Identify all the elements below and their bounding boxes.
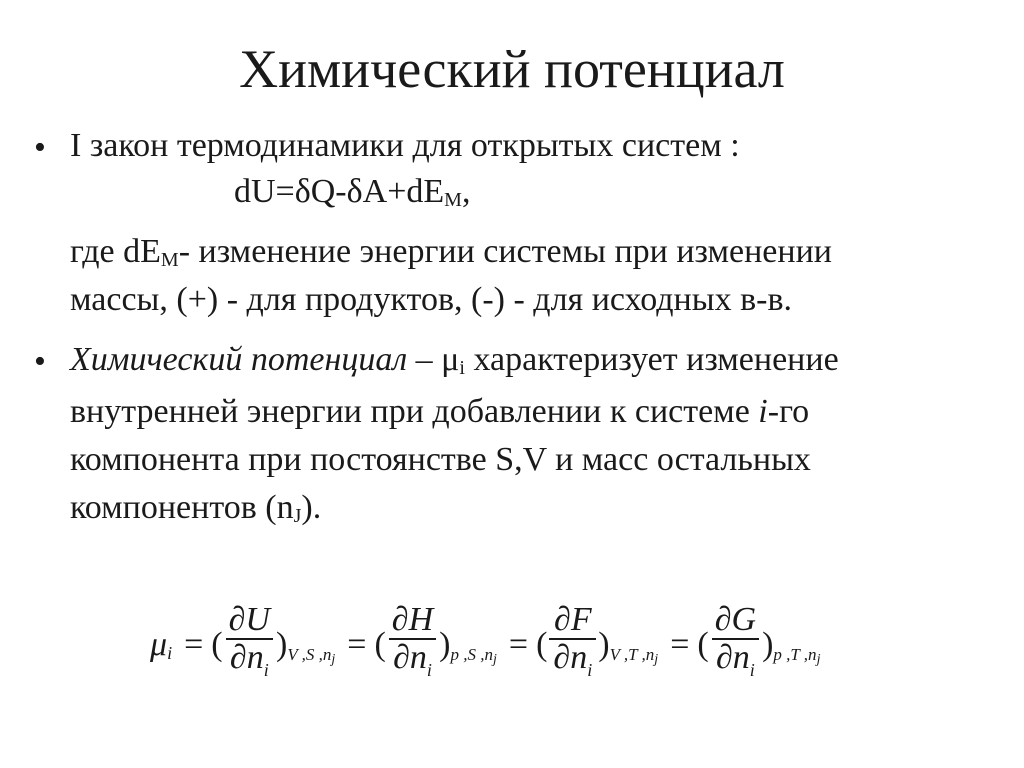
- constraint-sub: [773, 645, 820, 668]
- fraction-var: U: [245, 601, 270, 638]
- fraction-n-sub: i: [749, 660, 755, 680]
- open-paren: (: [697, 626, 709, 663]
- where-line2: массы, (+) - для продуктов, (-) - для исходных в-в.: [70, 281, 793, 318]
- bullet2-line2-prefix: внутренней энергии при добавлении к системе: [70, 393, 759, 430]
- fraction-n: n: [732, 639, 750, 676]
- first-law-formula-sub: M: [444, 189, 462, 211]
- constraint-sub-j: j: [654, 652, 659, 667]
- mu-dash: – μ: [407, 341, 460, 378]
- constraint-sub: [451, 645, 497, 668]
- partial-fraction-u: [225, 602, 274, 688]
- fraction-n: n: [409, 639, 427, 676]
- constraint-sub-main: V ,T ,n: [609, 645, 655, 664]
- fraction-var: F: [570, 601, 592, 638]
- first-law-formula-end: ,: [461, 173, 471, 210]
- where-line1: [70, 232, 832, 280]
- bullet2-line4-prefix: компонентов (n: [70, 489, 294, 526]
- partial-symbol: ∂: [393, 639, 410, 676]
- where-prefix: где dE: [70, 233, 161, 270]
- mu-symbol: μ: [150, 626, 168, 663]
- equals-sign: =: [184, 626, 204, 663]
- fraction-n: n: [246, 639, 264, 676]
- constraint-sub-j: j: [493, 652, 497, 667]
- partial-fraction-h: [388, 602, 437, 688]
- constraint-sub-main: V ,S ,n: [287, 645, 332, 664]
- constraint-sub-j: j: [816, 652, 821, 667]
- equals-sign: =: [670, 626, 690, 663]
- constraint-sub-main: p ,T ,n: [773, 645, 817, 664]
- fraction-var: G: [731, 601, 757, 638]
- partial-symbol: ∂: [228, 601, 246, 638]
- equals-sign: =: [347, 626, 367, 663]
- slide-title: Химический потенциал: [239, 39, 785, 99]
- bullet2-line2-italic: i: [758, 393, 768, 430]
- open-paren: (: [374, 626, 386, 663]
- open-paren: (: [211, 626, 223, 663]
- partial-symbol: ∂: [554, 601, 571, 638]
- partial-fraction-f: [549, 602, 596, 688]
- fraction-n-sub: i: [263, 660, 269, 680]
- bullet2-line2: [70, 392, 809, 432]
- close-paren: ): [439, 626, 451, 663]
- fraction-n-sub: i: [587, 660, 593, 680]
- bullet2-line3: компонента при постоянстве S,V и масс остальных: [70, 441, 811, 478]
- bullet2-line4-end: ).: [301, 489, 322, 526]
- chemical-potential-equation: [150, 600, 820, 690]
- first-law-formula-main: dU=δQ-δA+dE: [234, 173, 445, 210]
- partial-symbol: ∂: [553, 639, 571, 676]
- fraction-n-sub: i: [426, 660, 432, 680]
- mu-symbol-sub: i: [167, 643, 173, 663]
- close-paren: ): [598, 626, 610, 663]
- partial-symbol: ∂: [715, 639, 733, 676]
- chem-potential-term: Химический потенциал: [70, 341, 408, 378]
- fraction-n: n: [570, 639, 588, 676]
- constraint-sub: [610, 645, 659, 668]
- partial-fraction-g: [711, 602, 760, 688]
- close-paren: ): [762, 626, 774, 663]
- fraction-var: H: [408, 601, 434, 638]
- bullet2-line4: [70, 488, 321, 536]
- bullet2-line1: [70, 340, 839, 388]
- close-paren: ): [275, 626, 288, 663]
- bullet-marker: •: [34, 343, 46, 380]
- equals-sign: =: [508, 626, 529, 663]
- constraint-sub-j: j: [331, 652, 336, 667]
- first-law-formula: [234, 172, 470, 220]
- bullet2-line1-rest: характеризует изменение: [464, 341, 839, 378]
- open-paren: (: [536, 626, 548, 663]
- where-sub: M: [160, 249, 179, 271]
- partial-symbol: ∂: [229, 639, 247, 676]
- bullet2-line2-rest: -го: [767, 393, 810, 430]
- partial-symbol: ∂: [391, 601, 409, 638]
- partial-symbol: ∂: [714, 601, 732, 638]
- constraint-sub: [287, 645, 335, 668]
- constraint-sub-main: p ,S ,n: [450, 645, 493, 664]
- bullet2-line4-sub: J: [293, 505, 302, 527]
- where-rest: - изменение энергии системы при изменении: [178, 233, 832, 270]
- mu-sub: i: [459, 357, 465, 379]
- bullet1-line1: I закон термодинамики для открытых систем :: [70, 127, 740, 164]
- bullet-marker: •: [34, 129, 46, 166]
